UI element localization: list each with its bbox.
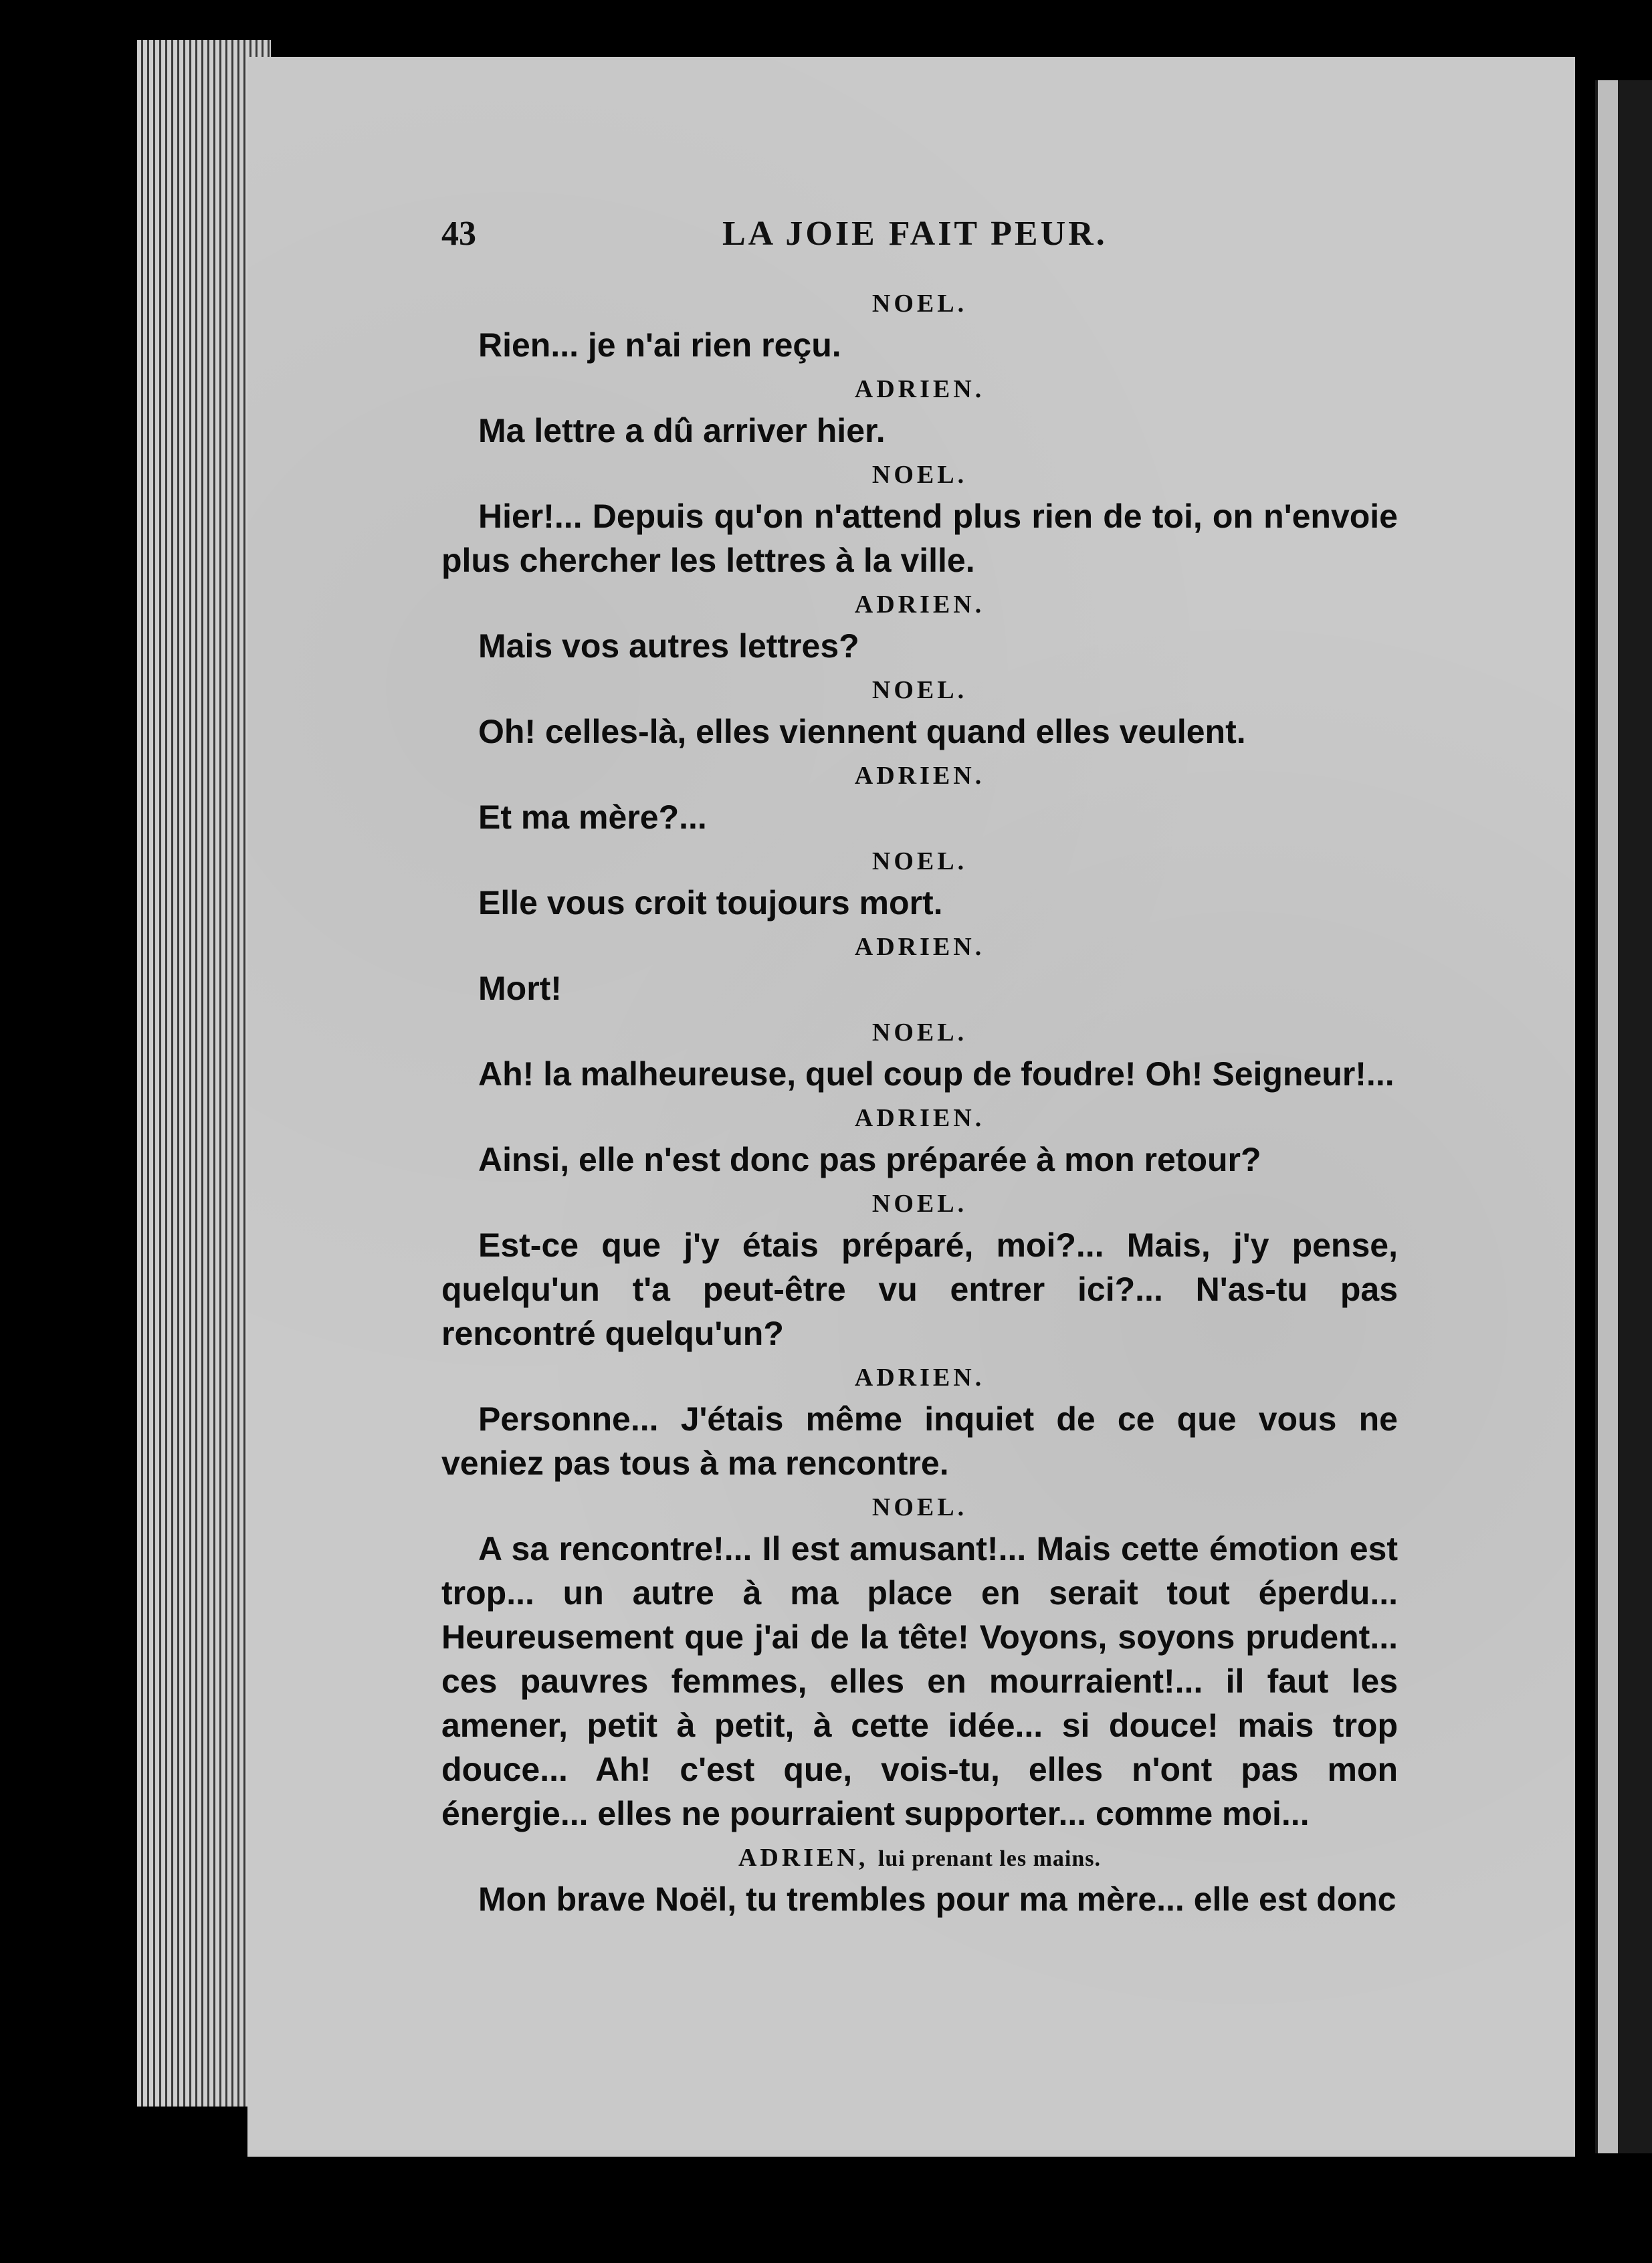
speech-line: Ainsi, elle n'est donc pas préparée à mon retour?: [478, 1141, 1261, 1178]
speech-line: Rien... je n'ai rien reçu.: [478, 326, 841, 364]
speaker-name-with-direction: [441, 1838, 1398, 1877]
speech-line: Oh! celles-là, elles viennent quand elles veulent.: [478, 713, 1246, 750]
facing-page-edge: [1595, 80, 1652, 2153]
speaker-name: ADRIEN.: [854, 1364, 985, 1392]
speaker-name: ADRIEN.: [854, 933, 985, 961]
speaker-name: ADRIEN.: [854, 375, 985, 403]
speaker-name: ADRIEN.: [854, 590, 985, 619]
speaker-name: NOEL.: [871, 676, 968, 704]
speaker-name: NOEL.: [871, 1018, 968, 1047]
speaker-name: NOEL.: [871, 847, 968, 875]
speaker-name: ADRIEN,: [738, 1844, 869, 1872]
speech-line: Mon brave Noël, tu trembles pour ma mère... elle est donc: [478, 1880, 1397, 1918]
page-number: 43: [441, 215, 476, 253]
speech-line: A sa rencontre!... Il est amusant!... Mais cette émotion est trop... un autre à ma place en serait tout éperdu... Heureusement que j'ai de la tête! Voyons, soyons prudent... ces pauvres femmes, elles en mourraient!... il faut les amener, petit à petit, à cette idée... si douce! mais trop douce... Ah! c'est que, vois-tu, elles n'ont pas mon énergie... elles ne pourraient supporter... comme moi...: [441, 1530, 1398, 1832]
speaker-name: NOEL.: [871, 1493, 968, 1521]
running-title: LA JOIE FAIT PEUR.: [722, 215, 1108, 253]
speech-line: Ah! la malheureuse, quel coup de foudre! Oh! Seigneur!...: [478, 1055, 1395, 1093]
speech-line: Et ma mère?...: [478, 798, 707, 836]
stage-direction: lui prenant les mains.: [877, 1846, 1101, 1871]
page-header: [441, 214, 1625, 261]
speech-line: Mais vos autres lettres?: [478, 627, 859, 665]
speech-line: Personne... J'étais même inquiet de ce que vous ne veniez pas tous à ma rencontre.: [441, 1400, 1398, 1482]
speech-line: Ma lettre a dû arriver hier.: [478, 412, 886, 449]
speaker-name: NOEL.: [871, 461, 968, 489]
speech-line: Elle vous croit toujours mort.: [478, 884, 943, 922]
dialogue-body: [441, 284, 1398, 1924]
speech-line: Mort!: [478, 970, 562, 1007]
speaker-name: NOEL.: [871, 1190, 968, 1218]
speech-line: Hier!... Depuis qu'on n'attend plus rien de toi, on n'envoie plus chercher les lettres à la ville.: [441, 498, 1398, 579]
speech-line: Est-ce que j'y étais préparé, moi?... Mais, j'y pense, quelqu'un t'a peut-être vu entrer ici?... N'as-tu pas rencontré quelqu'un?: [441, 1226, 1398, 1352]
speaker-name: NOEL.: [871, 290, 968, 318]
speaker-name: ADRIEN.: [854, 762, 985, 790]
speaker-name: ADRIEN.: [854, 1104, 985, 1132]
